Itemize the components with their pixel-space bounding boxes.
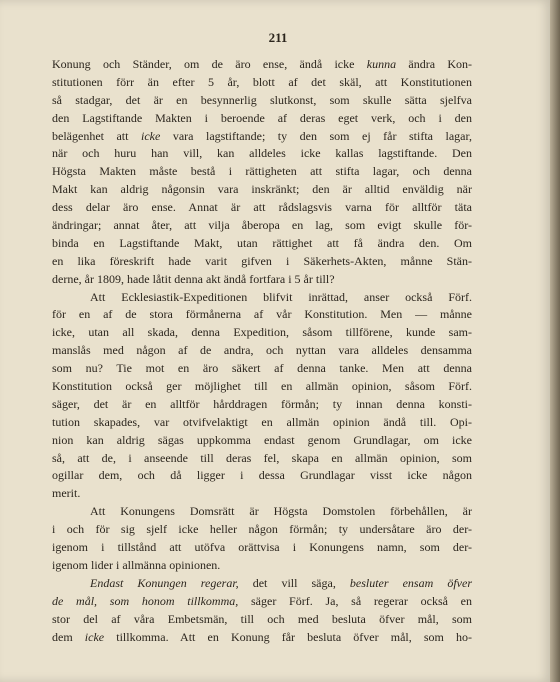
text-line bbox=[52, 611, 472, 629]
text-run: ändringar; annat åter, att vilja åberopa en lag, som evigt skulle för- bbox=[52, 218, 472, 233]
text-line bbox=[52, 557, 472, 575]
text-line bbox=[52, 199, 472, 217]
text-run: det vill säga, bbox=[238, 575, 350, 590]
text-line bbox=[52, 629, 472, 647]
book-gutter bbox=[550, 0, 560, 682]
text-line bbox=[52, 56, 472, 74]
text-line bbox=[52, 342, 472, 360]
text-line bbox=[52, 163, 472, 181]
text-line bbox=[52, 306, 472, 324]
text-line bbox=[52, 503, 472, 521]
text-line bbox=[52, 593, 472, 611]
text-line bbox=[52, 74, 472, 92]
text-line bbox=[52, 575, 472, 593]
text-line bbox=[52, 521, 472, 539]
text-line bbox=[52, 450, 472, 468]
text-line bbox=[52, 271, 472, 289]
text-line bbox=[52, 253, 472, 271]
text-run: igenom i tillstånd att utöfva orättvisa i Konungens namn, som der- bbox=[52, 540, 472, 555]
text-run: dem bbox=[52, 629, 85, 644]
text-line bbox=[52, 145, 472, 163]
text-line bbox=[52, 110, 472, 128]
text-run: stor del af våra Embetsmän, till och med besluta öfver mål, som bbox=[52, 611, 472, 626]
text-run: Konung och Ständer, om de äro ense, ändå icke bbox=[52, 57, 367, 71]
text-run: för en af de stora förmånerna af vår Konstitution. Men — månne bbox=[52, 307, 472, 322]
text-run: icke, utan all skada, denna Expedition, såsom tillförene, kunde sam- bbox=[52, 325, 472, 340]
body-text bbox=[52, 56, 472, 646]
text-run: dess delar äro ense. Annat är att rådslagsvis varna för alltför täta bbox=[52, 200, 472, 215]
text-line bbox=[52, 467, 472, 485]
italic-text: besluter ensam öfver bbox=[349, 575, 472, 590]
text-run: stitutionen förr än efter 5 år, blott af det skäl, att Konstitutionen bbox=[52, 74, 472, 89]
text-line bbox=[52, 324, 472, 342]
text-line bbox=[52, 414, 472, 432]
text-line bbox=[52, 378, 472, 396]
text-line bbox=[52, 128, 472, 146]
italic-text: Endast Konungen regerar, bbox=[90, 575, 239, 590]
text-run: Konstitution också ger möjlighet till en allmän opinion, såsom Förf. bbox=[52, 379, 472, 394]
italic-text: icke bbox=[141, 128, 161, 143]
page-number: 211 bbox=[268, 30, 288, 45]
text-run: nion kan aldrig sägas uppkomma endast genom Grundlagar, om icke bbox=[52, 432, 472, 447]
text-line bbox=[52, 235, 472, 253]
text-line bbox=[52, 396, 472, 414]
text-run: ogillar dem, och då ligger i dessa Grundlagar visst icke någon bbox=[52, 468, 472, 483]
italic-text: de mål, som honom tillkomma, bbox=[52, 593, 239, 608]
text-run: Att Konungens Domsrätt är Högsta Domstolen förbehållen, är bbox=[90, 504, 472, 519]
text-run: belägenhet att bbox=[52, 128, 141, 143]
text-run: tution skapades, var otvifvelaktigt en allmän opinion ändå till. Opi- bbox=[52, 414, 472, 429]
text-run: igenom lider i allmänna opinionen. bbox=[52, 557, 221, 572]
text-run: säger, det är en alltför hårddragen förmån; ty innan denna konsti- bbox=[52, 396, 472, 411]
text-run: binda en Lagstiftande Makt, utan rättighet att få ändra den. Om bbox=[52, 235, 472, 250]
text-run: som nu? Tie mot en äro säkert af denna tanke. Men att denna bbox=[52, 361, 472, 376]
text-line bbox=[52, 360, 472, 378]
text-run: den Lagstiftande Makten i beroende af deras eget verk, och i den bbox=[52, 110, 472, 125]
text-run: så, att de, i anseende till deras fel, skapa en allmän opinion, som bbox=[52, 450, 472, 465]
text-run: manslås med någon af de andra, och nyttan vara alldeles densamma bbox=[52, 343, 472, 358]
text-run: ändra Kon- bbox=[396, 57, 472, 71]
text-line bbox=[52, 432, 472, 450]
text-line bbox=[52, 539, 472, 557]
text-run: derne, år 1809, hade låtit denna akt ändå fortfara i 5 år till? bbox=[52, 271, 335, 286]
text-run: Högsta Makten måste bestå i rättigheten att stifta lagar, och denna bbox=[52, 164, 472, 179]
text-run: vara lagstiftande; ty den som ej får stifta lagar, bbox=[160, 128, 473, 143]
text-run: Att Ecklesiastik-Expeditionen blifvit inrättad, anser också Förf. bbox=[90, 289, 472, 304]
italic-text: icke bbox=[84, 629, 105, 644]
text-line bbox=[52, 217, 472, 235]
text-run: när och huru han vill, kan alldeles icke kallas lagstiftande. Den bbox=[52, 146, 472, 161]
text-line bbox=[52, 181, 472, 199]
text-line bbox=[52, 485, 472, 503]
text-run: tillkomma. Att en Konung får besluta öfver mål, som ho- bbox=[104, 629, 472, 644]
text-line bbox=[52, 289, 472, 307]
text-run: Makt kan aldrig någonsin vara inskränkt; den är alltid enväldig när bbox=[52, 182, 472, 197]
text-run: så stadgar, det är en besynnerlig slutkonst, som skulle sätta sjelfva bbox=[52, 92, 472, 107]
text-run: en lika föreskrift hade varit gifven i Säkerhets-Akten, månne Stän- bbox=[52, 253, 472, 268]
text-run: säger Förf. Ja, så regerar också en bbox=[238, 593, 472, 608]
text-line bbox=[52, 92, 472, 110]
text-run: i och för sig sjelf icke heller någon förmån; ty undersåtare äro der- bbox=[52, 522, 472, 537]
text-run: merit. bbox=[52, 486, 81, 501]
italic-text: kunna bbox=[366, 57, 397, 71]
